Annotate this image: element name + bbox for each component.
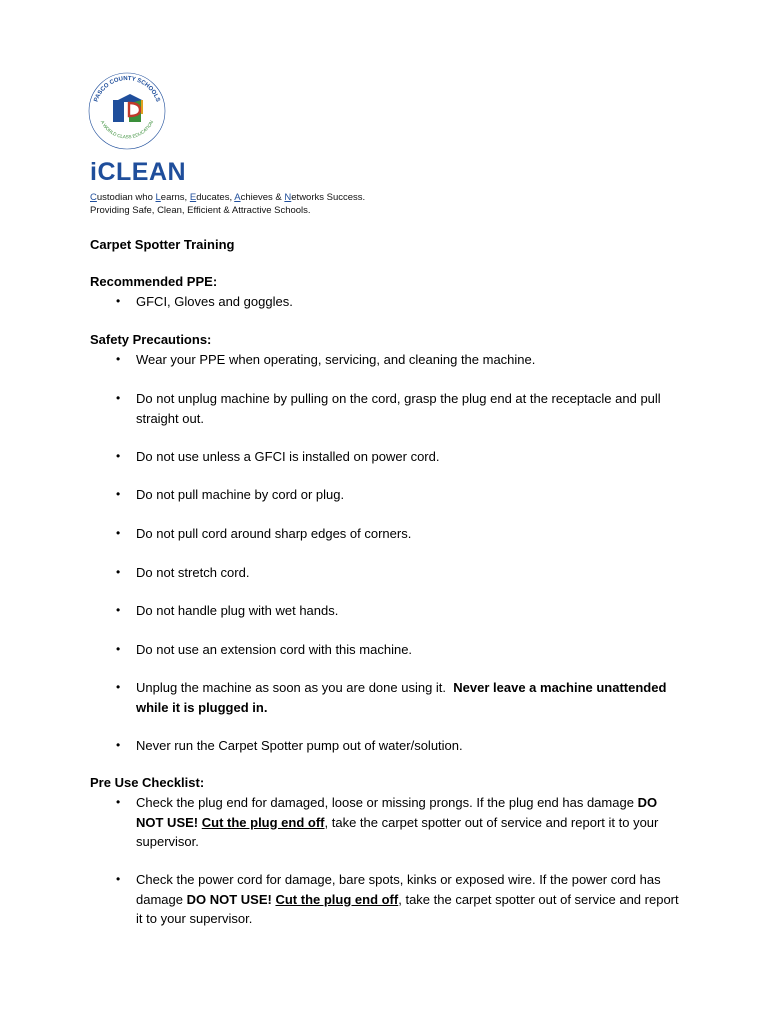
bullet-icon: • (116, 738, 121, 752)
bullet-icon: • (116, 294, 121, 308)
bullet-icon: • (116, 603, 121, 617)
bullet-icon: • (116, 449, 121, 463)
bullet-icon: • (116, 352, 121, 366)
bullet-icon: • (116, 391, 121, 405)
bullet-icon: • (116, 795, 121, 809)
tagline-line-1: Custodian who Learns, Educates, Achieves & Networks Success. (90, 192, 366, 203)
pasco-county-schools-logo (86, 70, 168, 152)
safety-item: Wear your PPE when operating, servicing, and cleaning the machine. (136, 352, 536, 367)
checklist-item-plug: Check the plug end for damaged, loose or missing prongs. If the plug end has damage DO NOT USE! Cut the plug end off, take the carpet spotter out of service and report it to your supervisor. (136, 795, 659, 849)
safety-item: Do not unplug machine by pulling on the cord, grasp the plug end at the receptacle and pull straight out. (136, 391, 661, 426)
bullet-icon: • (116, 526, 121, 540)
page-title: Carpet Spotter Training (90, 237, 235, 252)
bullet-icon: • (116, 680, 121, 694)
safety-item: Do not handle plug with wet hands. (136, 603, 339, 618)
safety-item: Do not stretch cord. (136, 565, 250, 580)
safety-item: Do not use an extension cord with this machine. (136, 642, 413, 657)
checklist-heading: Pre Use Checklist: (90, 775, 205, 790)
safety-item: Do not pull machine by cord or plug. (136, 487, 345, 502)
safety-heading: Safety Precautions: (90, 332, 212, 347)
tagline-line-2: Providing Safe, Clean, Efficient & Attractive Schools. (90, 205, 311, 216)
checklist-item-cord: Check the power cord for damage, bare spots, kinks or exposed wire. If the power cord has damage DO NOT USE! Cut the plug end off, take the carpet spotter out of service and report it to your supervisor. (136, 872, 679, 926)
bullet-icon: • (116, 487, 121, 501)
svg-text:PASCO COUNTY SCHOOLS: PASCO COUNTY SCHOOLS (93, 75, 161, 103)
safety-item: Do not pull cord around sharp edges of corners. (136, 526, 412, 541)
bullet-icon: • (116, 642, 121, 656)
safety-item-unplug: Unplug the machine as soon as you are done using it. Never leave a machine unattended while it is plugged in. (136, 680, 667, 715)
iclean-brand: iCLEAN (90, 158, 187, 186)
safety-item: Do not use unless a GFCI is installed on power cord. (136, 449, 440, 464)
svg-text:A WORLD CLASS EDUCATION: A WORLD CLASS EDUCATION (99, 119, 155, 140)
safety-item: Never run the Carpet Spotter pump out of water/solution. (136, 738, 463, 753)
bullet-icon: • (116, 872, 121, 886)
ppe-item: GFCI, Gloves and goggles. (136, 294, 293, 309)
ppe-heading: Recommended PPE: (90, 274, 218, 289)
bullet-icon: • (116, 565, 121, 579)
